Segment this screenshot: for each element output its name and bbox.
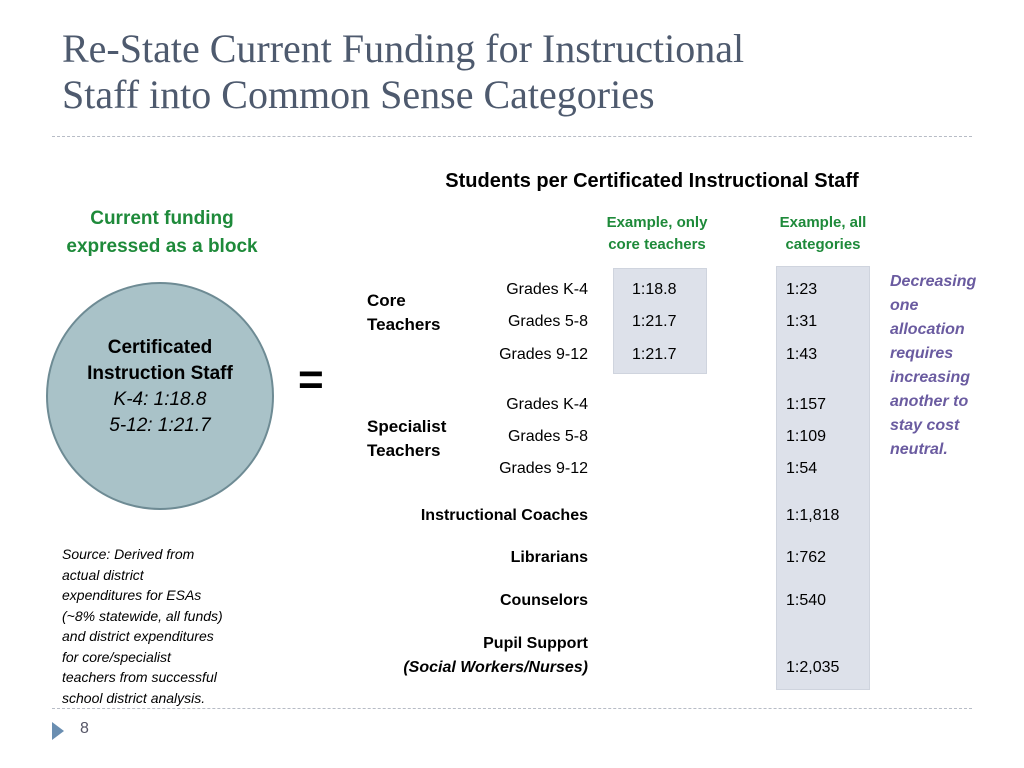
cell-counselors-all: 1:540 [786, 592, 827, 609]
slide-bullet-arrow-icon [52, 722, 64, 740]
bottom-divider [52, 708, 972, 709]
column-header-line: categories [785, 236, 861, 253]
cell-core-k4-all: 1:23 [786, 281, 818, 298]
equals-sign: = [298, 355, 324, 404]
column-header-line: core teachers [608, 236, 706, 253]
slide-title-line: Re-State Current Funding for Instructional [62, 26, 745, 71]
cell-core-9-12-all: 1:43 [786, 346, 818, 363]
circle-label: Instruction Staff [87, 363, 233, 384]
column-header-core-only [590, 212, 724, 256]
side-note-line: another to [890, 393, 969, 410]
funding-block-circle [46, 282, 274, 510]
cell-core-k4-core-only: 1:18.8 [632, 281, 677, 298]
cell-core-5-8-all: 1:31 [786, 313, 818, 330]
slide-title [62, 26, 1002, 118]
source-note-line: for core/specialist [62, 648, 171, 665]
side-note-line: neutral. [890, 441, 948, 458]
cell-pupil-support-all: 1:2,035 [786, 659, 840, 676]
side-note-line: Decreasing [890, 273, 977, 290]
source-note-line: and district expenditures [62, 628, 214, 644]
cell-core-9-12-core-only: 1:21.7 [632, 346, 677, 363]
row-label-core-k4: Grades K-4 [506, 281, 588, 298]
cell-specialist-9-12-all: 1:54 [786, 460, 818, 477]
source-note-line: actual district [62, 566, 144, 583]
row-label-core-9-12: Grades 9-12 [499, 346, 588, 363]
side-note-line: increasing [890, 369, 971, 386]
block-heading [42, 205, 282, 261]
table-heading: Students per Certificated Instructional Staff [445, 170, 859, 192]
cell-core-5-8-core-only: 1:21.7 [632, 313, 677, 330]
row-label-instructional-coaches: Instructional Coaches [420, 507, 588, 524]
row-label-core-5-8: Grades 5-8 [507, 313, 588, 330]
page-number: 8 [80, 720, 89, 737]
block-heading-line: Current funding [90, 208, 234, 229]
slide-title-line: Staff into Common Sense Categories [62, 72, 655, 117]
side-note [890, 270, 1000, 462]
side-note-line: stay cost [890, 417, 960, 434]
source-note-line: Source: Derived from [62, 546, 195, 562]
row-label-counselors: Counselors [499, 592, 588, 609]
column-header-line: Example, only [606, 214, 708, 231]
row-label-specialist-9-12: Grades 9-12 [499, 460, 588, 477]
group-label-line: Teachers [367, 315, 441, 334]
source-note-line: expenditures for ESAs [62, 587, 202, 603]
side-note-line: allocation [890, 321, 965, 338]
side-note-line: one [890, 297, 919, 314]
source-note-line: teachers from successful [62, 669, 217, 685]
source-note [62, 544, 272, 708]
row-label-specialist-k4: Grades K-4 [506, 396, 588, 413]
group-label-core-teachers [367, 289, 440, 337]
row-label-pupil-support-detail: (Social Workers/Nurses) [403, 659, 588, 676]
group-label-line: Teachers [367, 441, 441, 460]
circle-ratio-k4: K-4: 1:18.8 [113, 389, 207, 410]
cell-librarians-all: 1:762 [786, 549, 827, 566]
group-label-line: Core [367, 291, 406, 310]
row-label-pupil-support: Pupil Support [483, 635, 588, 652]
circle-label: Certificated [107, 337, 213, 358]
source-note-line: school district analysis. [62, 689, 206, 706]
source-note-line: (~8% statewide, all funds) [62, 607, 223, 624]
column-header-line: Example, all [779, 214, 867, 231]
row-label-specialist-5-8: Grades 5-8 [507, 428, 588, 445]
side-note-line: requires [890, 345, 954, 362]
group-label-specialist-teachers [367, 415, 446, 463]
cell-instructional-coaches-all: 1:1,818 [786, 507, 840, 524]
group-label-line: Specialist [367, 417, 447, 436]
cell-specialist-5-8-all: 1:109 [786, 428, 827, 445]
top-divider [52, 136, 972, 137]
cell-specialist-k4-all: 1:157 [786, 396, 827, 413]
column-header-all-categories [758, 212, 888, 256]
block-heading-line: expressed as a block [66, 236, 258, 257]
row-label-librarians: Librarians [510, 549, 588, 566]
circle-ratio-5-12: 5-12: 1:21.7 [109, 415, 211, 436]
